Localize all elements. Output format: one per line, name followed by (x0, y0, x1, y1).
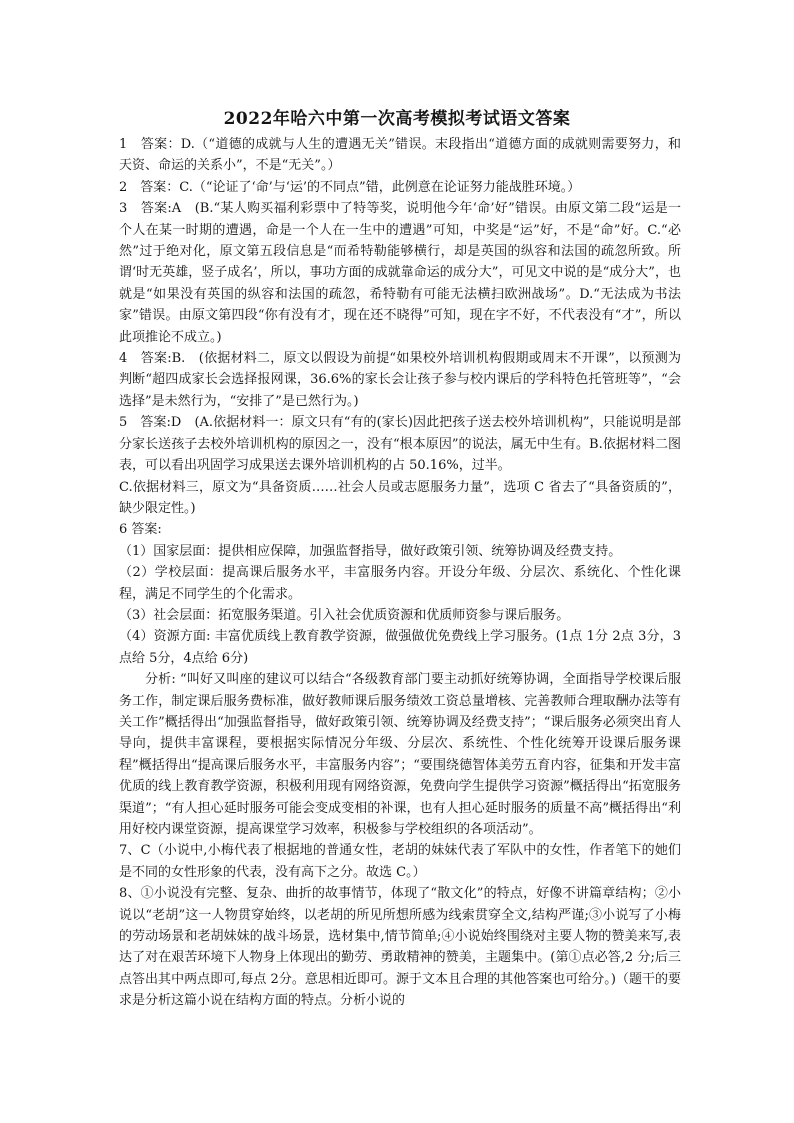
answer-8: 8、①小说没有完整、复杂、曲折的故事情节，体现了“散文化”的特点，好像不讲篇章结构；②小说以“老胡”这一人物贯穿始终，以老胡的所见所想所感为线索贯穿全文,结构严谨;③小说写了小梅的劳动场景和老胡妹妹的战斗场景，选材集中,情节简单;④小说始终围绕对主要人物的赞美来写,表达了对在艰苦环境下人物身上体现出的勤劳、勇敢精神的赞美，主题集中。(第①点必答,2 分;后三点答出其中两点即可,每点 2分。意思相近即可。源于文本且合理的其他答案也可给分。)（题干的要求是分析这篇小说在结构方面的特点。分析小说的 (119, 886, 681, 1009)
answer-6-analysis: 分析: “叫好又叫座的建议可以结合“各级教育部门要主动抓好统筹协调，全面指导学校课后服务工作，制定课后服务费标准，做好教师课后服务绩效工资总量增核、完善教师合理取酬办法等有关工作”概括得出“加强监督指导，做好政策引领、统筹协调及经费支持”；“课后服务必须突出育人导向，提供丰富课程，要根据实际情况分年级、分层次、系统性、个性化统筹开设课后服务课程”概括得出“提高课后服务水平，丰富服务内容”；“要围绕德智体美劳五育内容，征集和开发丰富优质的线上教育教学资源，积极利用现有网络资源，免费向学生提供学习资源”概括得出“拓宽服务渠道”；“有人担心延时服务可能会变成变相的补课，也有人担心延时服务的质量不高”概括得出“利用好校内课堂资源，提高课堂学习效率，积极参与学校组织的各项活动”。 (119, 672, 681, 837)
answer-6-point-1: （1）国家层面：提供相应保障，加强监督指导，做好政策引领、统筹协调及经费支持。 (119, 543, 622, 559)
answer-6-point-3: （3）社会层面：拓宽服务渠道。引入社会优质资源和优质师资参与课后服务。 (119, 607, 570, 623)
answer-1: 1 答案：D.（“道德的成就与人生的遭遇无关”错误。末段指出“道德方面的成就则需要努力，和天资、命运的关系小”，不是“无关”。） (119, 137, 681, 174)
answer-3: 3 答案:A (B.“某人购买福利彩票中了特等奖，说明他今年‘命’好”错误。由原文第二段“运是一个人在某一时期的遭遇，命是一个人在一生中的遭遇”可知，中奖是“运”好，不是“命”好。C.“必然”过于绝对化，原文第五段信息是“而希特勒能够横行，却是英国的纵容和法国的疏忽所致。所谓‘时无英雄，竖子成名’，所以，事功方面的成就靠命运的成分大”，可见文中说的是“成分大”，也就是“如果没有英国的纵容和法国的疏忽，希特勒有可能无法横扫欧洲战场”。D.“无法成为书法家”错误。由原文第四段“你有没有才，现在还不晓得”可知，现在字不好，不代表没有“才”，所以此项推论不成立。) (119, 201, 681, 345)
answer-4: 4 答案:B. (依据材料二，原文以假设为前提“如果校外培训机构假期或周末不开课”，以预测为判断“超四成家长会选择报网课，36.6%的家长会让孩子参与校内课后的学科特色托管班等”，“会选择”是未然行为，“安排了”是已然行为。) (119, 351, 681, 409)
answer-5-continued: C.依据材料三，原文为“具备资质……社会人员或志愿服务力量”，选项 C 省去了“具备资质的”，缺少限定性。) (119, 479, 681, 516)
document-body (119, 134, 681, 1012)
document-title: 2022年哈六中第一次高考模拟考试语文答案 (223, 109, 571, 129)
answer-6-point-4: （4）资源方面: 丰富优质线上教育教学资源，做强做优免费线上学习服务。(1点 1分 2点 3分，3点给 5分，4点给 6分) (119, 629, 681, 666)
answer-7: 7、C（小说中,小梅代表了根据地的普通女性，老胡的妹妹代表了军队中的女性，作者笔下的她们是不同的女性形象的代表，没有高下之分。故选 C。） (119, 843, 681, 880)
answer-2: 2 答案：C.（“论证了‘命’与‘运’的不同点”错，此例意在论证努力能战胜环境。） (119, 179, 581, 195)
answer-6-point-2: （2）学校层面：提高课后服务水平，丰富服务内容。开设分年级、分层次、系统化、个性化课程，满足不同学生的个化需求。 (119, 565, 681, 602)
answer-5: 5 答案:D (A.依据材料一：原文只有“有的(家长)因此把孩子送去校外培训机构”，只能说明是部分家长送孩子去校外培训机构的原因之一，没有“根本原因”的说法，属无中生有。B.依据材料二图表，可以看出巩固学习成果送去课外培训机构的占 50.16%，过半。 (119, 415, 681, 474)
answer-6-heading: 6 答案: (119, 522, 162, 538)
